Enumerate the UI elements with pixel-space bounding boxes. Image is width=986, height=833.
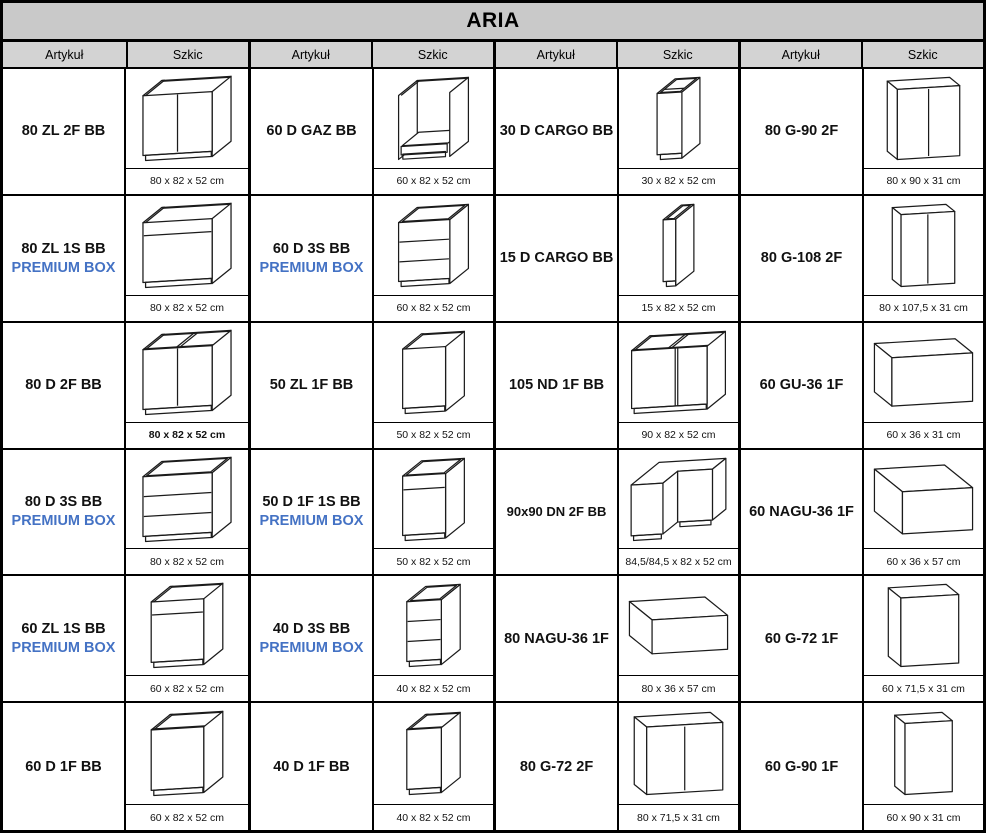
product-sketch-cell: [619, 196, 738, 321]
product-name-cell: [251, 323, 374, 448]
product-name-cell: [496, 69, 619, 194]
product-name-cell: [3, 196, 126, 321]
product-sketch-cell: [374, 69, 493, 194]
product-pair: [493, 323, 738, 450]
product-sketch-cell: [864, 450, 983, 575]
product-pair: [3, 450, 248, 577]
product-pair: [248, 69, 493, 196]
product-sketch-cell: [374, 196, 493, 321]
product-name-cell: [741, 196, 864, 321]
cabinet-sketch-icon: [374, 576, 493, 675]
product-name: 80 D 2F BB: [25, 377, 102, 394]
premium-box-label: PREMIUM BOX: [259, 640, 364, 657]
product-pair: [738, 703, 983, 830]
product-sketch-cell: [126, 703, 248, 830]
product-dimensions: 80 x 36 x 57 cm: [619, 675, 738, 701]
product-name-cell: [3, 323, 126, 448]
product-dimensions: 40 x 82 x 52 cm: [374, 675, 493, 701]
cabinet-sketch-icon: [374, 450, 493, 549]
product-name: 80 G-90 2F: [764, 123, 839, 140]
cabinet-sketch-icon: [619, 703, 738, 804]
product-sketch-cell: [374, 450, 493, 575]
product-sketch-cell: [619, 450, 738, 575]
product-pair: [248, 703, 493, 830]
product-sketch-cell: [864, 323, 983, 448]
product-sketch-cell: [126, 323, 248, 448]
product-name-cell: [741, 69, 864, 194]
product-name: 30 D CARGO BB: [499, 123, 614, 140]
product-sketch-cell: [374, 323, 493, 448]
product-name-cell: [496, 703, 619, 830]
premium-box-label: PREMIUM BOX: [259, 259, 364, 276]
product-name-cell: [251, 196, 374, 321]
cabinet-sketch-icon: [864, 323, 983, 422]
column-header-szkic: Szkic: [371, 42, 494, 67]
column-header-artykul: Artykuł: [3, 42, 126, 67]
premium-box-label: PREMIUM BOX: [11, 259, 116, 276]
cabinet-sketch-icon: [619, 576, 738, 675]
product-sketch-cell: [126, 196, 248, 321]
cabinet-sketch-icon: [864, 196, 983, 295]
column-header-row: [3, 42, 983, 69]
product-dimensions: 80 x 107,5 x 31 cm: [864, 295, 983, 321]
column-header-szkic: Szkic: [861, 42, 984, 67]
product-sketch-cell: [126, 69, 248, 194]
product-dimensions: 60 x 71,5 x 31 cm: [864, 675, 983, 701]
product-pair: [493, 69, 738, 196]
premium-box-label: PREMIUM BOX: [11, 640, 116, 657]
product-name: 60 ZL 1S BB: [21, 621, 106, 638]
product-name-cell: [3, 576, 126, 701]
product-name-cell: [496, 196, 619, 321]
product-dimensions: 80 x 90 x 31 cm: [864, 168, 983, 194]
product-dimensions: 80 x 82 x 52 cm: [126, 548, 248, 574]
product-pair: [738, 69, 983, 196]
product-pair: [493, 450, 738, 577]
product-name: 80 G-108 2F: [760, 250, 843, 267]
product-sketch-cell: [864, 69, 983, 194]
product-name-cell: [3, 703, 126, 830]
product-dimensions: 40 x 82 x 52 cm: [374, 804, 493, 830]
product-name-cell: [496, 450, 619, 575]
product-sketch-cell: [374, 576, 493, 701]
product-pair: [738, 576, 983, 703]
product-dimensions: 60 x 82 x 52 cm: [126, 804, 248, 830]
product-sketch-cell: [864, 196, 983, 321]
cabinet-sketch-icon: [374, 69, 493, 168]
product-name: 80 ZL 1S BB: [21, 240, 106, 257]
cabinet-sketch-icon: [619, 450, 738, 549]
product-sketch-cell: [619, 576, 738, 701]
product-sketch-cell: [864, 703, 983, 830]
product-name: 105 ND 1F BB: [508, 377, 605, 394]
cabinet-sketch-icon: [126, 323, 248, 422]
product-name-cell: [741, 576, 864, 701]
cabinet-sketch-icon: [126, 576, 248, 675]
product-pair: [493, 703, 738, 830]
product-dimensions: 50 x 82 x 52 cm: [374, 548, 493, 574]
product-dimensions: 60 x 82 x 52 cm: [126, 675, 248, 701]
cabinet-sketch-icon: [864, 576, 983, 675]
product-name-cell: [741, 450, 864, 575]
product-dimensions: 15 x 82 x 52 cm: [619, 295, 738, 321]
product-name-cell: [251, 69, 374, 194]
product-pair: [248, 450, 493, 577]
product-sketch-cell: [126, 576, 248, 701]
product-sketch-cell: [864, 576, 983, 701]
product-sketch-cell: [619, 69, 738, 194]
cabinet-sketch-icon: [126, 196, 248, 295]
column-header-artykul: Artykuł: [738, 42, 861, 67]
product-dimensions: 30 x 82 x 52 cm: [619, 168, 738, 194]
product-dimensions: 90 x 82 x 52 cm: [619, 422, 738, 448]
product-name-cell: [496, 323, 619, 448]
product-pair: [3, 323, 248, 450]
product-pair: [738, 450, 983, 577]
cabinet-sketch-icon: [374, 323, 493, 422]
premium-box-label: PREMIUM BOX: [259, 513, 364, 530]
product-dimensions: 60 x 36 x 31 cm: [864, 422, 983, 448]
product-dimensions: 60 x 90 x 31 cm: [864, 804, 983, 830]
cabinet-sketch-icon: [864, 69, 983, 168]
product-name: 15 D CARGO BB: [499, 250, 614, 267]
product-name: 60 D 1F BB: [25, 758, 102, 775]
product-grid: [3, 69, 983, 830]
cabinet-sketch-icon: [864, 450, 983, 549]
product-name: 80 NAGU-36 1F: [504, 630, 609, 647]
column-header-artykul: Artykuł: [493, 42, 616, 67]
product-pair: [248, 576, 493, 703]
product-name: 60 G-90 1F: [764, 758, 839, 775]
cabinet-sketch-icon: [126, 450, 248, 549]
column-header-szkic: Szkic: [616, 42, 739, 67]
product-name: 40 D 1F BB: [273, 758, 350, 775]
product-pair: [493, 196, 738, 323]
product-name: 60 G-72 1F: [764, 630, 839, 647]
product-name: 50 D 1F 1S BB: [262, 494, 361, 511]
cabinet-sketch-icon: [864, 703, 983, 804]
cabinet-sketch-icon: [374, 703, 493, 804]
product-sketch-cell: [126, 450, 248, 575]
cabinet-sketch-icon: [374, 196, 493, 295]
product-pair: [3, 576, 248, 703]
product-name: 90x90 DN 2F BB: [506, 504, 607, 520]
product-name: 80 ZL 2F BB: [21, 123, 106, 140]
product-name-cell: [741, 323, 864, 448]
product-name: 80 D 3S BB: [24, 494, 103, 511]
product-name-cell: [251, 450, 374, 575]
product-name: 80 G-72 2F: [519, 758, 594, 775]
product-dimensions: 80 x 71,5 x 31 cm: [619, 804, 738, 830]
product-pair: [3, 703, 248, 830]
product-name-cell: [496, 576, 619, 701]
premium-box-label: PREMIUM BOX: [11, 513, 116, 530]
column-header-szkic: Szkic: [126, 42, 249, 67]
product-name-cell: [3, 450, 126, 575]
product-sketch-cell: [374, 703, 493, 830]
product-pair: [738, 196, 983, 323]
product-pair: [248, 196, 493, 323]
product-sketch-cell: [619, 703, 738, 830]
product-dimensions: 80 x 82 x 52 cm: [126, 422, 248, 448]
column-header-artykul: Artykuł: [248, 42, 371, 67]
cabinet-sketch-icon: [126, 703, 248, 804]
product-dimensions: 60 x 82 x 52 cm: [374, 168, 493, 194]
product-pair: [738, 323, 983, 450]
product-name: 50 ZL 1F BB: [269, 377, 354, 394]
product-dimensions: 80 x 82 x 52 cm: [126, 295, 248, 321]
product-pair: [3, 196, 248, 323]
cabinet-sketch-icon: [619, 69, 738, 168]
product-name: 60 D GAZ BB: [266, 123, 357, 140]
product-dimensions: 50 x 82 x 52 cm: [374, 422, 493, 448]
product-name: 40 D 3S BB: [272, 621, 351, 638]
product-name-cell: [251, 576, 374, 701]
cabinet-sketch-icon: [126, 69, 248, 168]
product-name: 60 GU-36 1F: [759, 377, 844, 394]
page-title: ARIA: [3, 3, 983, 42]
product-dimensions: 60 x 82 x 52 cm: [374, 295, 493, 321]
product-dimensions: 80 x 82 x 52 cm: [126, 168, 248, 194]
product-sketch-cell: [619, 323, 738, 448]
product-name-cell: [3, 69, 126, 194]
product-pair: [3, 69, 248, 196]
cabinet-sketch-icon: [619, 196, 738, 295]
product-dimensions: 60 x 36 x 57 cm: [864, 548, 983, 574]
product-pair: [493, 576, 738, 703]
product-name: 60 NAGU-36 1F: [749, 503, 854, 520]
product-name-cell: [741, 703, 864, 830]
product-name: 60 D 3S BB: [272, 240, 351, 257]
product-dimensions: 84,5/84,5 x 82 x 52 cm: [619, 548, 738, 574]
product-pair: [248, 323, 493, 450]
product-name-cell: [251, 703, 374, 830]
cabinet-sketch-icon: [619, 323, 738, 422]
